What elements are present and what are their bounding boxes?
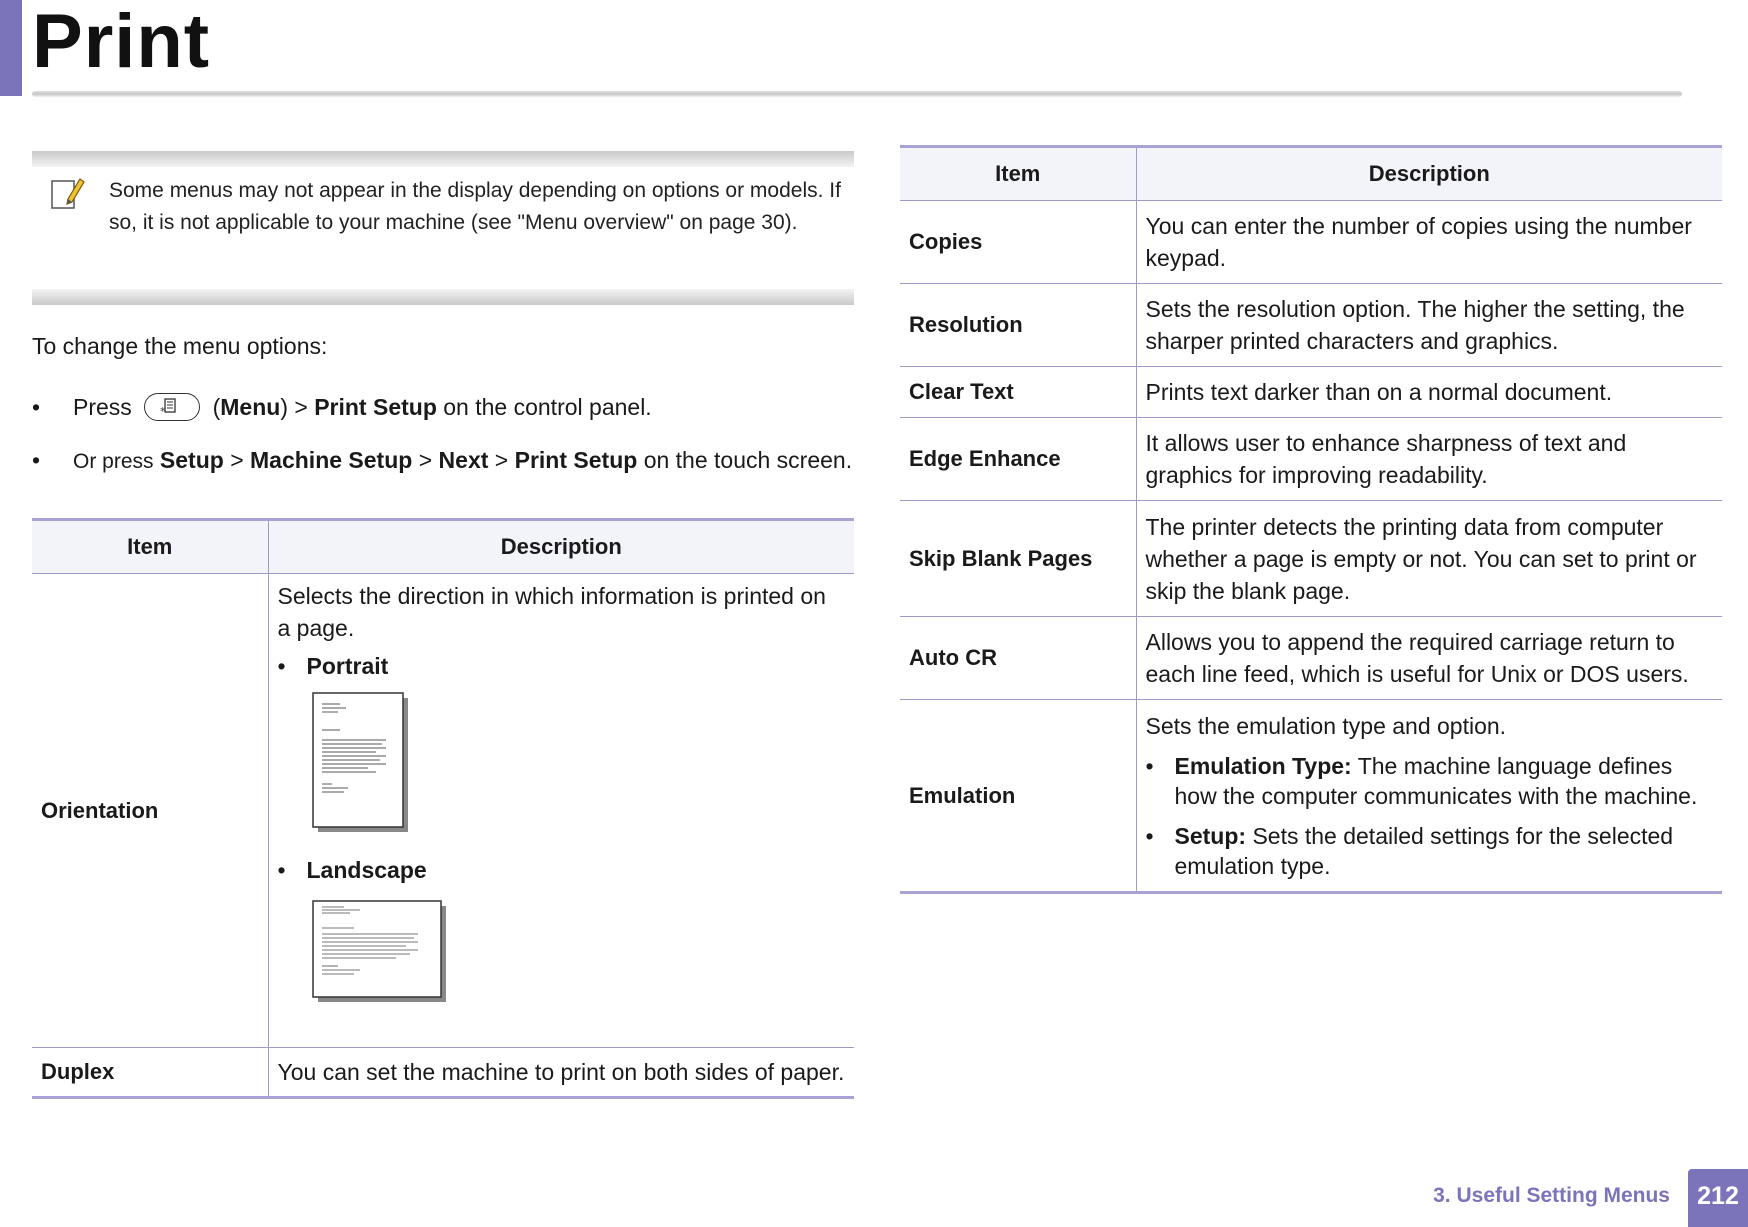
bullet-dot: • [32, 447, 41, 473]
row-item-duplex: Duplex [32, 1048, 268, 1098]
paren-close: ) [280, 394, 288, 420]
instruction-suffix: on the control panel. [443, 394, 652, 420]
next-label: Next [438, 447, 489, 473]
row-item-copies: Copies [900, 201, 1136, 284]
print-setup-label: Print Setup [314, 394, 437, 420]
row-item-resolution: Resolution [900, 284, 1136, 367]
orientation-table [32, 518, 854, 1099]
print-setup-label: Print Setup [514, 447, 638, 473]
separator: > [494, 447, 509, 473]
footer-chapter: 3. Useful Setting Menus [1433, 1184, 1670, 1207]
row-description-resolution: Sets the resolution option. The higher the setting, the sharper printed characters and graphics. [1136, 284, 1722, 367]
table-row [32, 574, 854, 1048]
bullet-dot: • [1145, 752, 1154, 779]
table-row [900, 501, 1722, 617]
svg-text:*: * [160, 404, 166, 418]
row-description-skip-blank-pages: The printer detects the printing data from computer whether a page is empty or not. You can set to print or skip the blank page. [1136, 501, 1722, 617]
instruction-text: Press [73, 394, 132, 420]
note-box [32, 151, 854, 305]
row-item-skip-blank-pages: Skip Blank Pages [900, 501, 1136, 617]
landscape-label: Landscape [306, 857, 427, 883]
row-item-clear-text: Clear Text [900, 367, 1136, 418]
menu-label: Menu [220, 394, 281, 420]
emulation-setup-text-wrap [1175, 821, 1714, 881]
page-title: Print [32, 0, 211, 84]
table-row [900, 700, 1722, 893]
instruction-touch-screen [32, 447, 852, 474]
menu-button-icon [144, 393, 200, 421]
emulation-setup-text: Sets the detailed settings for the selected emulation type. [1174, 822, 1674, 879]
emulation-setup-label: Setup: [1174, 822, 1247, 849]
row-item-emulation: Emulation [900, 700, 1136, 893]
bullet-dot: • [277, 653, 286, 679]
row-item-edge-enhance: Edge Enhance [900, 418, 1136, 501]
machine-setup-label: Machine Setup [250, 447, 413, 473]
landscape-page-icon [310, 900, 460, 1006]
header-description: Description [1136, 147, 1722, 201]
table-row [900, 418, 1722, 501]
header-item: Item [32, 520, 268, 574]
paren-open: ( [212, 394, 221, 420]
row-description-auto-cr: Allows you to append the required carriage return to each line feed, which is useful for Unix or DOS users. [1136, 617, 1722, 700]
portrait-option [278, 650, 846, 682]
row-item-auto-cr: Auto CR [900, 617, 1136, 700]
landscape-option [278, 854, 846, 886]
row-description-copies: You can enter the number of copies using the number keypad. [1136, 201, 1722, 284]
note-text: Some menus may not appear in the display depending on options or models. If so, it is not applicable to your machine (see "Menu overview" on page 30). [109, 179, 841, 234]
bullet-dot: • [1145, 822, 1154, 849]
orientation-description: Selects the direction in which information is printed on a page. [277, 583, 826, 641]
separator: > [418, 447, 433, 473]
instruction-control-panel [32, 394, 652, 423]
row-description-clear-text: Prints text darker than on a normal document. [1136, 367, 1722, 418]
instruction-suffix: on the touch screen. [643, 447, 853, 473]
header-item: Item [900, 147, 1136, 201]
row-description-duplex: You can set the machine to print on both sides of paper. [268, 1048, 854, 1098]
note-bottom-rule [32, 289, 854, 305]
emulation-type-option [1146, 751, 1714, 811]
emulation-setup-option [1146, 821, 1714, 881]
emulation-type-label: Emulation Type: [1174, 752, 1352, 779]
portrait-label: Portrait [306, 653, 389, 679]
row-description-edge-enhance: It allows user to enhance sharpness of text and graphics for improving readability. [1136, 418, 1722, 501]
row-description-emulation [1136, 700, 1722, 893]
table-row [900, 284, 1722, 367]
title-accent-bar [0, 0, 22, 96]
emulation-type-text: The machine language defines how the computer communicates with the machine. [1174, 752, 1698, 809]
separator: > [230, 447, 244, 473]
row-description-orientation [268, 574, 854, 1048]
intro-lead: To change the menu options: [32, 333, 328, 359]
page-number: 212 [1688, 1169, 1748, 1227]
emulation-description: Sets the emulation type and option. [1145, 712, 1507, 739]
table-row [900, 367, 1722, 418]
portrait-page-icon [310, 692, 430, 838]
table-row [32, 1048, 854, 1098]
title-divider [32, 91, 1682, 97]
note-pencil-icon [48, 175, 86, 213]
print-setup-table [900, 145, 1722, 894]
bullet-dot: • [277, 857, 286, 883]
row-item-orientation: Orientation [32, 574, 268, 1048]
emulation-type-text-wrap [1175, 751, 1714, 811]
note-top-rule [32, 151, 854, 167]
table-row [900, 617, 1722, 700]
table-header-row [32, 520, 854, 574]
instruction-text: Or press [73, 450, 154, 473]
header-description: Description [268, 520, 854, 574]
table-header-row [900, 147, 1722, 201]
setup-label: Setup [159, 447, 224, 473]
table-row [900, 201, 1722, 284]
separator: > [294, 394, 308, 420]
bullet-dot: • [32, 394, 41, 420]
